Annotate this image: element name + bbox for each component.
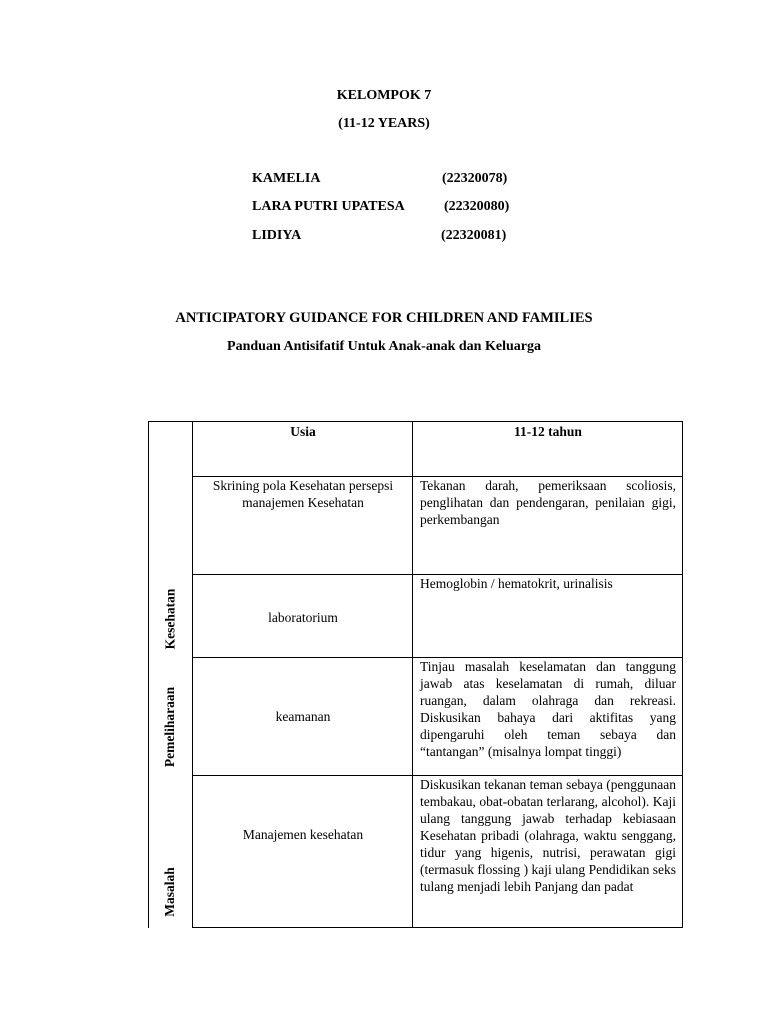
table-border-top: [148, 421, 683, 422]
side-label-kesehatan: Kesehatan: [162, 588, 177, 650]
table-row-detail: Tinjau masalah keselamatan dan tanggung jawab atas keselamatan di rumah, diluar ruangan, dalam olahraga dan rekreasi. Diskusikan bahaya dari aktifitas yang dipengaruhi oleh teman sebaya dan “tantangan” (misalnya lompat tinggi): [420, 659, 676, 759]
member-id: (22320081): [441, 228, 507, 243]
table-row-detail: Diskusikan tekanan teman sebaya (penggunaan tembakau, obat-obatan terlarang, alcohol). Kaji ulang tanggung jawab terhadap kebiasaan Kesehatan pribadi (olahraga, waktu senggang, tidur yang higenis, nutrisi, perawatan gigi (termasuk flossing ) kaji ulang Pendidikan seks tulang menjadi lebih Panjang dan padat: [420, 777, 676, 894]
member-name: LARA PUTRI UPATESA: [252, 199, 405, 214]
header-age: 11-12 tahun: [514, 424, 582, 439]
table-border-bottom: [192, 927, 683, 928]
table-row-detail: Tekanan darah, pemeriksaan scoliosis, penglihatan dan pendengaran, penilaian gigi, perkembangan: [420, 478, 676, 527]
age-range: (11-12 YEARS): [338, 116, 430, 131]
header-usia: Usia: [290, 424, 316, 439]
member-name: KAMELIA: [252, 171, 321, 186]
member-row: [252, 199, 572, 215]
guidance-table: [148, 421, 683, 928]
table-border-right: [682, 421, 683, 928]
side-label: [148, 857, 192, 927]
column-divider: [412, 421, 413, 928]
side-label: [148, 677, 192, 777]
table-row-item: keamanan: [275, 709, 331, 724]
side-label: [148, 559, 192, 679]
table-row-item: Skrining pola Kesehatan persepsi manajemen Kesehatan: [212, 478, 394, 510]
table-row-detail: Hemoglobin / hematokrit, urinalisis: [420, 576, 613, 591]
group-title: KELOMPOK 7: [336, 88, 432, 103]
table-row-item: laboratorium: [268, 610, 338, 625]
member-id: (22320080): [444, 199, 510, 214]
member-name: LIDIYA: [252, 228, 302, 243]
side-label-masalah: Masalah: [162, 867, 178, 917]
table-row-item: Manajemen kesehatan: [242, 827, 364, 842]
side-label-pemeliharaan: Pemeliharaan: [162, 686, 177, 768]
document-subtitle: Panduan Antisifatif Untuk Anak-anak dan Keluarga: [227, 339, 541, 354]
member-row: [252, 171, 572, 187]
document-title: ANTICIPATORY GUIDANCE FOR CHILDREN AND FAMILIES: [175, 310, 593, 326]
column-divider: [192, 421, 193, 928]
member-id: (22320078): [442, 171, 508, 186]
member-row: [252, 228, 572, 244]
